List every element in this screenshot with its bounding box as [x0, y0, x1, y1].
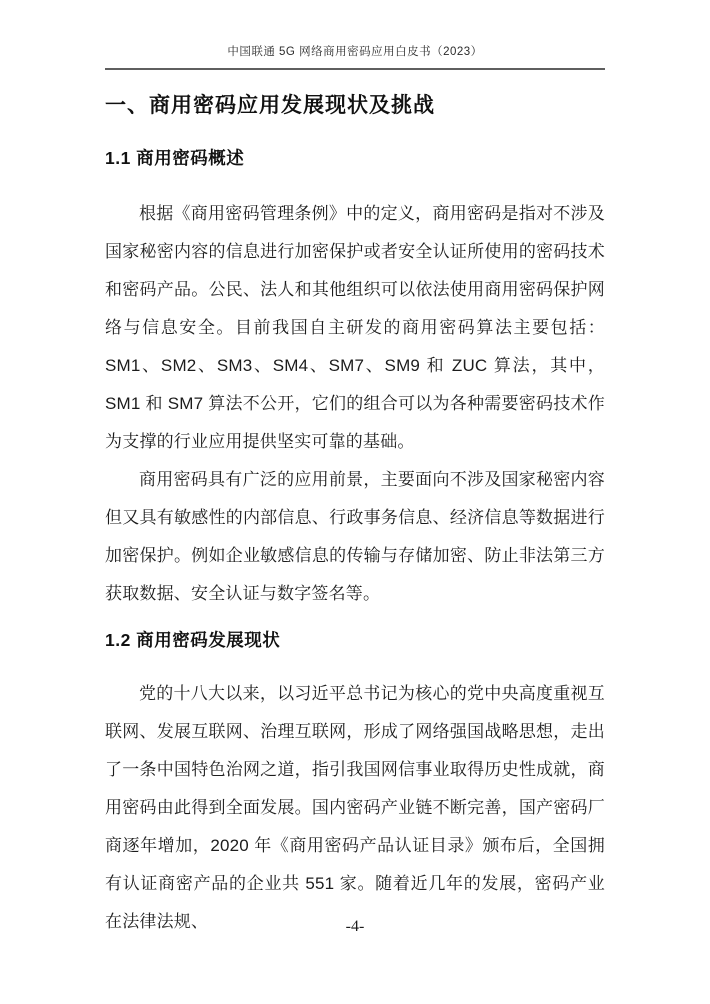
page-header	[105, 45, 605, 70]
page-number: -4-	[345, 918, 365, 935]
paragraph-commercial-crypto-definition: 根据《商用密码管理条例》中的定义，商用密码是指对不涉及国家秘密内容的信息进行加密保护或者安全认证所使用的密码技术和密码产品。公民、法人和其他组织可以依法使用商用密码保护网络与信息安全。目前我国自主研发的商用密码算法主要包括：SM1、SM2、SM3、SM4、SM7、SM9 和 ZUC 算法，其中，SM1 和 SM7 算法不公开，它们的组合可以为各种需要密码技术作为支撑的行业应用提供坚实可靠的基础。	[105, 204, 605, 451]
running-header-title: 中国联通 5G 网络商用密码应用白皮书（2023）	[227, 46, 483, 58]
page-body	[105, 93, 605, 941]
section-heading-1-1: 1.1 商用密码概述	[105, 148, 245, 168]
section-heading-1-2: 1.2 商用密码发展现状	[105, 630, 281, 650]
page-footer	[0, 918, 710, 936]
paragraph-crypto-development-status: 党的十八大以来，以习近平总书记为核心的党中央高度重视互联网、发展互联网、治理互联网，形成了网络强国战略思想，走出了一条中国特色治网之道，指引我国网信事业取得历史性成就，商用密码由此得到全面发展。国内密码产业链不断完善，国产密码厂商逐年增加，2020 年《商用密码产品认证目录》颁布后，全国拥有认证商密产品的企业共 551 家。随着近几年的发展，密码产业在法律法规、	[105, 684, 605, 931]
section-1-2	[105, 629, 605, 941]
chapter-title: 一、商用密码应用发展现状及挑战	[105, 94, 435, 117]
header-rule	[105, 68, 605, 70]
section-1-1	[105, 147, 605, 613]
paragraph-commercial-crypto-prospects: 商用密码具有广泛的应用前景，主要面向不涉及国家秘密内容但又具有敏感性的内部信息、行政事务信息、经济信息等数据进行加密保护。例如企业敏感信息的传输与存储加密、防止非法第三方获取数据、安全认证与数字签名等。	[105, 470, 605, 603]
